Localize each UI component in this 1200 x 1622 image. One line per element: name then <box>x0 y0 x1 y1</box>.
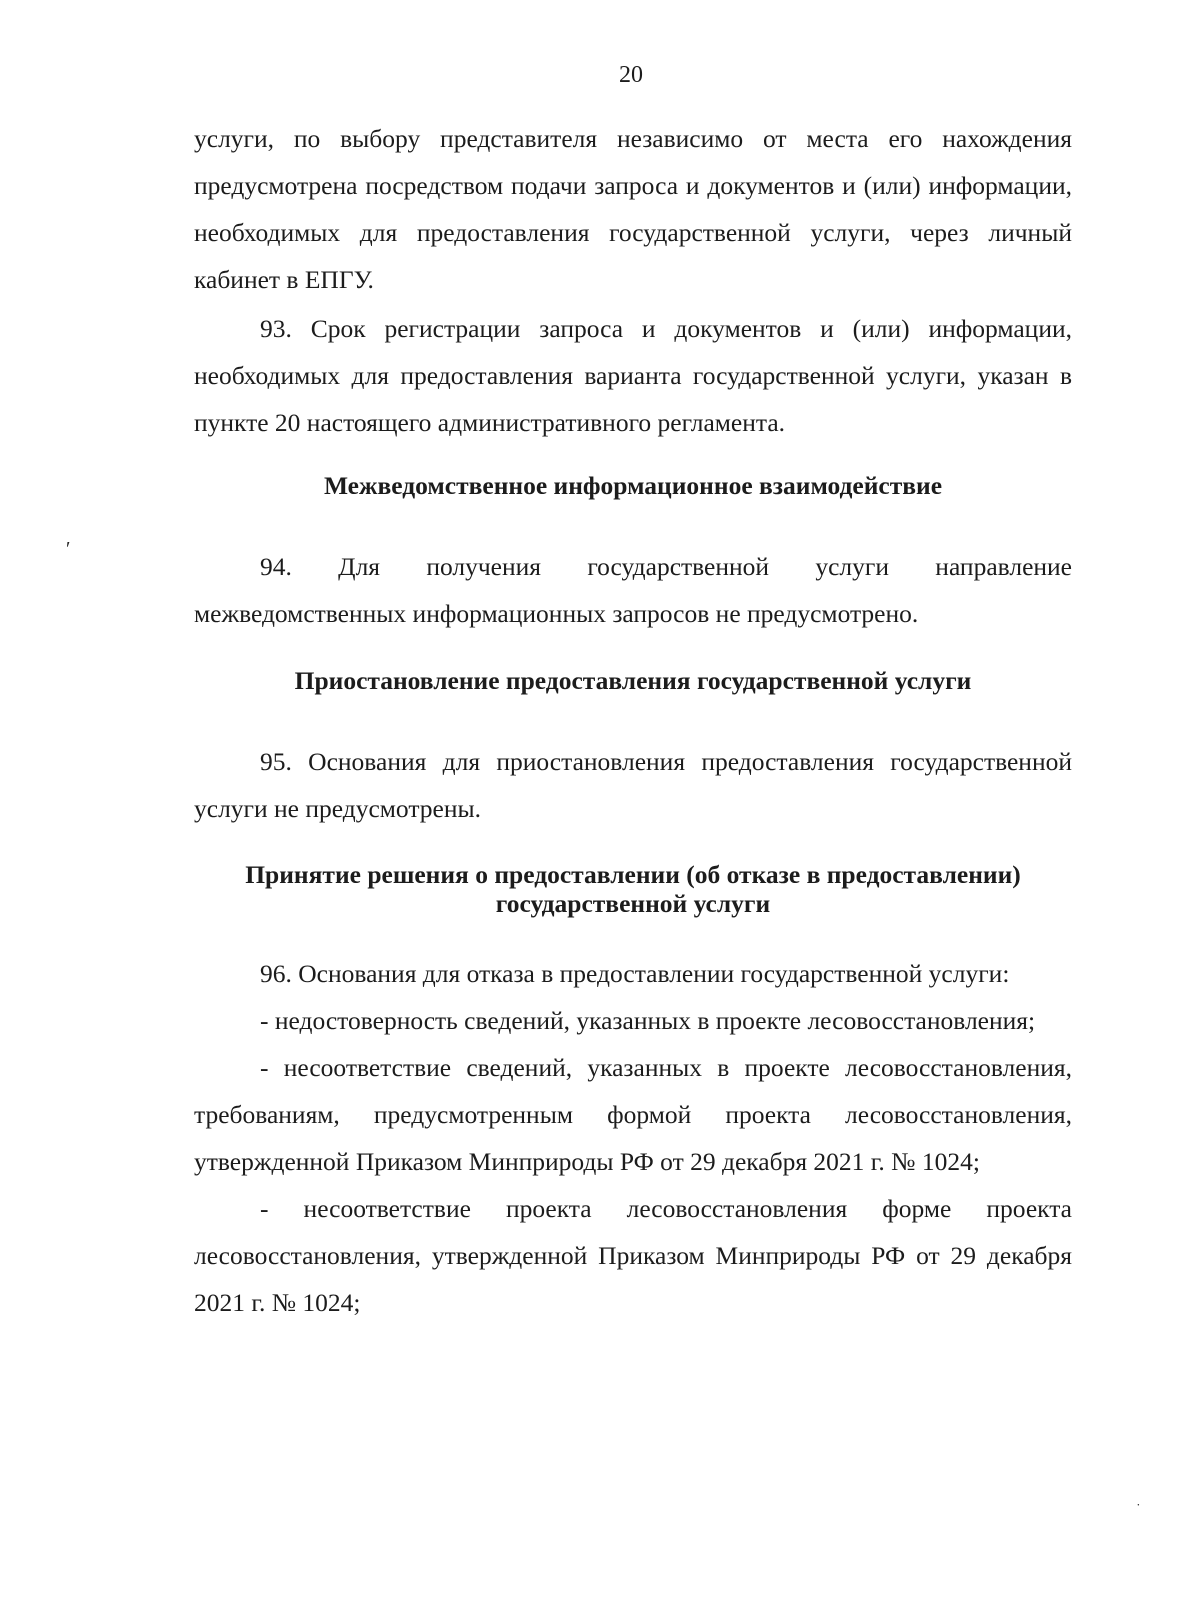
heading-decision-line-2: государственной услуги <box>495 889 771 918</box>
heading-decision <box>194 860 1072 918</box>
paragraph-95: 95. Основания для приостановления предоставления государственной услуги не предусмотрены. <box>194 747 1072 823</box>
scan-speck-right: ˙ <box>1136 1502 1141 1517</box>
page-number: 20 <box>619 62 643 88</box>
paragraph-94: 94. Для получения государственной услуги направление межведомственных информационных запросов не предусмотрено. <box>194 552 1072 628</box>
paragraph-93: 93. Срок регистрации запроса и документов и (или) информации, необходимых для предоставления варианта государственной услуги, указан в пункте 20 настоящего административного регламента. <box>194 314 1072 437</box>
list-item-data-mismatch: - несоответствие сведений, указанных в проекте лесовосстановления, требованиям, предусмотренным формой проекта лесовосстановления, утвержденной Приказом Минприроды РФ от 29 декабря 2021 г. № 1024; <box>194 1053 1072 1176</box>
document-body <box>194 115 1072 1326</box>
scan-speck-left: ′ <box>66 538 71 560</box>
paragraph-continued: услуги, по выбору представителя независимо от места его нахождения предусмотрена посредством подачи запроса и документов и (или) информации, необходимых для предоставления государственной услуги, через личный кабинет в ЕПГУ. <box>194 124 1072 294</box>
heading-interagency-interaction: Межведомственное информационное взаимодействие <box>323 471 943 500</box>
heading-decision-line-1: Принятие решения о предоставлении (об отказе в предоставлении) <box>245 860 1021 889</box>
heading-suspension: Приостановление предоставления государственной услуги <box>294 666 972 695</box>
list-item-unreliable-data: - недостоверность сведений, указанных в проекте лесовосстановления; <box>260 1006 1036 1035</box>
list-item-form-mismatch: - несоответствие проекта лесовосстановления форме проекта лесовосстановления, утвержденной Приказом Минприроды РФ от 29 декабря 2021 г. № 1024; <box>194 1194 1072 1317</box>
paragraph-96: 96. Основания для отказа в предоставлении государственной услуги: <box>260 959 1010 988</box>
